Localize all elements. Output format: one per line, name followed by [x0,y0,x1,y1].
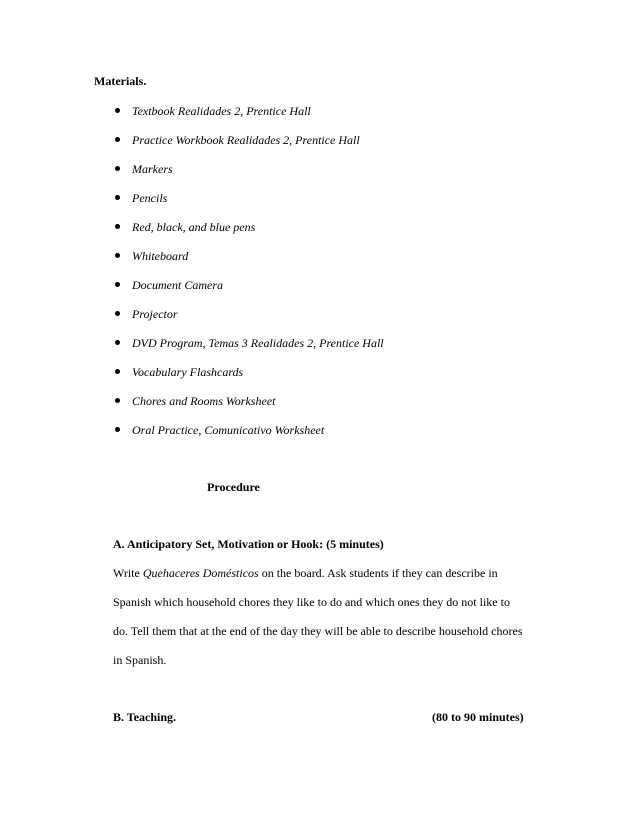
list-item-text: Textbook Realidades 2, Prentice Hall [132,104,311,118]
list-item-text: Pencils [132,191,168,205]
italic-term: Quehaceres Domésticos [142,566,259,580]
list-item-text: Whiteboard [132,249,189,263]
list-item-text: DVD Program, Temas 3 Realidades 2, Prentice Hall [132,336,384,350]
bullet-icon [115,398,120,403]
bullet-icon [115,427,120,432]
list-item-text: Oral Practice, Comunicativo Worksheet [132,423,325,437]
bullet-icon [115,108,120,113]
section-a-paragraph [113,565,543,681]
bullet-icon [115,224,120,229]
section-a-heading: A. Anticipatory Set, Motivation or Hook: (5 minutes) [113,537,384,551]
bullet-icon [115,253,120,258]
bullet-icon [115,340,120,345]
list-item-text: Document Camera [132,278,223,292]
paragraph-line: Spanish which household chores they like to do and which ones they do not like to [113,595,510,609]
list-item-text: Vocabulary Flashcards [132,365,244,379]
paragraph-line [113,565,543,594]
list-item-text: Projector [132,307,178,321]
list-item-text: Red, black, and blue pens [132,220,256,234]
section-b-duration: (80 to 90 minutes) [432,710,524,724]
bullet-icon [115,369,120,374]
bullet-icon [115,282,120,287]
line-prefix: Write [113,566,143,580]
bullet-icon [115,166,120,171]
list-item-text: Markers [132,162,173,176]
bullet-icon [115,137,120,142]
materials-heading: Materials. [94,74,147,88]
bullet-icon [115,195,120,200]
paragraph-line: do. Tell them that at the end of the day they will be able to describe household chores [113,624,523,638]
list-item-text: Practice Workbook Realidades 2, Prentice Hall [132,133,360,147]
section-b-heading: B. Teaching. [113,710,177,724]
line-suffix: on the board. Ask students if they can describe in [258,566,498,580]
list-item-text: Chores and Rooms Worksheet [132,394,276,408]
procedure-title: Procedure [207,480,260,494]
bullet-icon [115,311,120,316]
paragraph-line: in Spanish. [113,653,167,667]
